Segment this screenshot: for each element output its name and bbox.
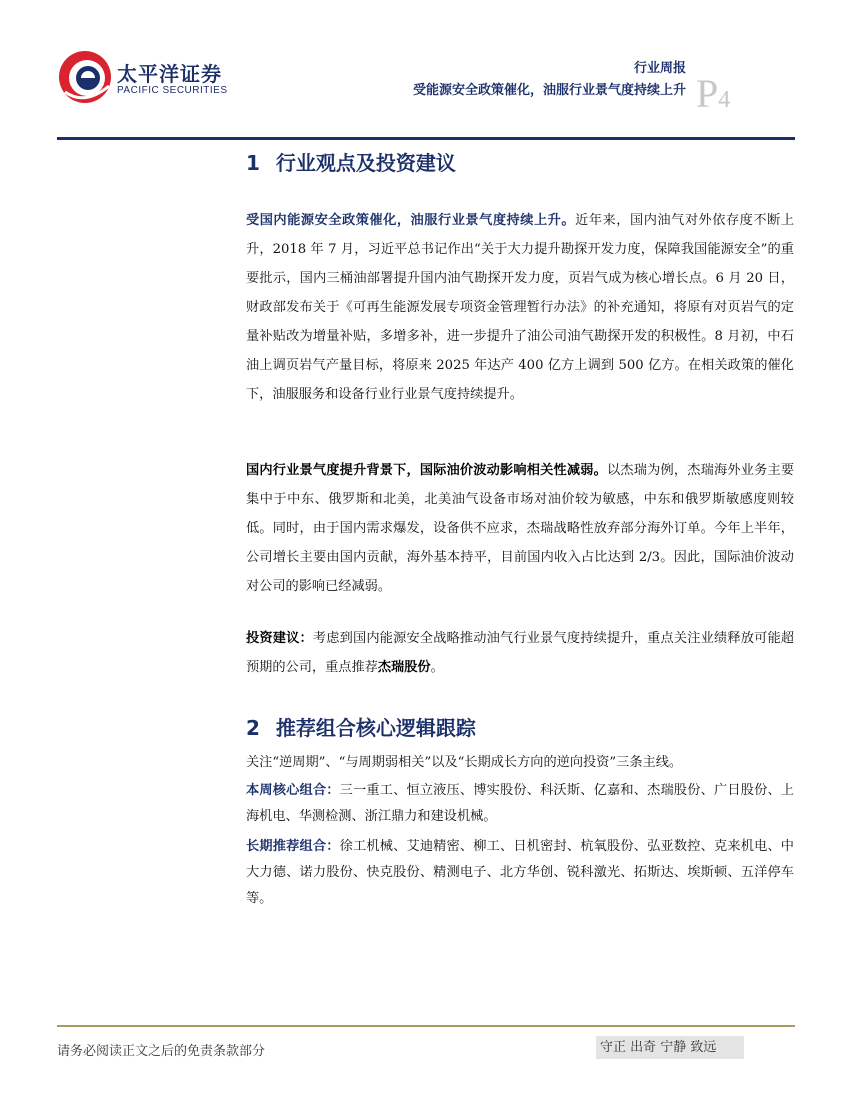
page-number <box>696 70 730 117</box>
section-1-heading <box>246 147 456 176</box>
recommended-stock: 杰瑞股份 <box>377 660 431 675</box>
paragraph-oil-price <box>246 456 794 601</box>
paragraph-energy-policy <box>246 206 794 409</box>
paragraph-energy-policy-lead: 受国内能源安全政策催化，油服行业景气度持续上升。 <box>246 213 576 228</box>
paragraph-investment-advice <box>246 624 794 682</box>
section-2-heading <box>246 712 476 741</box>
long-term-portfolio-lead: 长期推荐组合： <box>246 839 340 854</box>
report-type: 行业周报 <box>633 61 686 76</box>
company-logo <box>57 48 257 106</box>
footer-divider <box>57 1025 795 1027</box>
logo-chinese-name: 太平洋证券 <box>117 62 222 86</box>
page-prefix: P <box>696 71 719 116</box>
paragraph-oil-price-body: 以杰瑞为例，杰瑞海外业务主要集中于中东、俄罗斯和北美，北美油气设备市场对油价较为敏感，中东和俄罗斯敏感度则较低。同时，由于国内需求爆发，设备供不应求，杰瑞战略性放弃部分海外订单。今年上半年，公司增长主要由国内贡献，海外基本持平，目前国内收入占比达到 2/3。因此，国际油价波动对公司的影响已经减弱。 <box>246 463 795 594</box>
section-1-number: 1 <box>246 151 260 175</box>
section-2-title: 推荐组合核心逻辑跟踪 <box>275 716 476 740</box>
portfolio-intro: 关注“逆周期”、“与周期弱相关”以及“长期成长方向的逆向投资”三条主线。 <box>246 755 683 770</box>
paragraph-energy-policy-body: 近年来，国内油气对外依存度不断上升，2018 年 7 月，习近平总书记作出“关于大力提升勘探开发力度，保障我国能源安全”的重要批示，国内三桶油部署提升国内油气勘探开发力度，页岩气成为核心增长点。6 月 20 日，财政部发布关于《可再生能源发展专项资金管理暂行办法》的补充通知，将原有对页岩气的定量补贴改为增量补贴，多增多补，进一步提升了油公司油气勘探开发的积极性。8 月初，中石油上调页岩气产量目标，将原来 2025 年达产 400 亿方上调到 500 亿方。在相关政策的催化下，油服服务和设备行业行业景气度持续提升。 <box>246 213 795 402</box>
core-portfolio-list: 三一重工、恒立液压、博实股份、科沃斯、亿嘉和、杰瑞股份、广日股份、上海机电、华测检测、浙江鼎力和建设机械。 <box>246 783 794 824</box>
long-term-portfolio <box>246 834 794 912</box>
logo-english-name: PACIFIC SECURITIES <box>117 85 228 96</box>
section-1-title: 行业观点及投资建议 <box>275 151 456 175</box>
header-divider <box>57 137 795 140</box>
footer-motto: 守正 出奇 宁静 致远 <box>596 1036 744 1059</box>
paragraph-oil-price-lead: 国内行业景气度提升背景下，国际油价波动影响相关性减弱。 <box>246 463 607 478</box>
long-term-portfolio-list: 徐工机械、艾迪精密、柳工、日机密封、杭氧股份、弘亚数控、克来机电、中大力德、诺力股份、快克股份、精测电子、北方华创、锐科激光、拓斯达、埃斯顿、五洋停车等。 <box>246 839 794 906</box>
report-title: 受能源安全政策催化，油服行业景气度持续上升 <box>412 83 686 98</box>
core-portfolio <box>246 778 794 830</box>
core-portfolio-lead: 本周核心组合： <box>246 783 340 798</box>
page-digit: 4 <box>718 87 731 113</box>
investment-advice-end: 。 <box>430 660 444 675</box>
investment-advice-body: 考虑到国内能源安全战略推动油气行业景气度持续提升，重点关注业绩释放可能超预期的公司，重点推荐 <box>246 631 795 675</box>
investment-advice-lead: 投资建议： <box>246 631 313 646</box>
section-2-number: 2 <box>246 716 260 740</box>
footer-disclaimer: 请务必阅读正文之后的免责条款部分 <box>57 1044 266 1059</box>
pacific-logo-icon <box>57 48 113 106</box>
